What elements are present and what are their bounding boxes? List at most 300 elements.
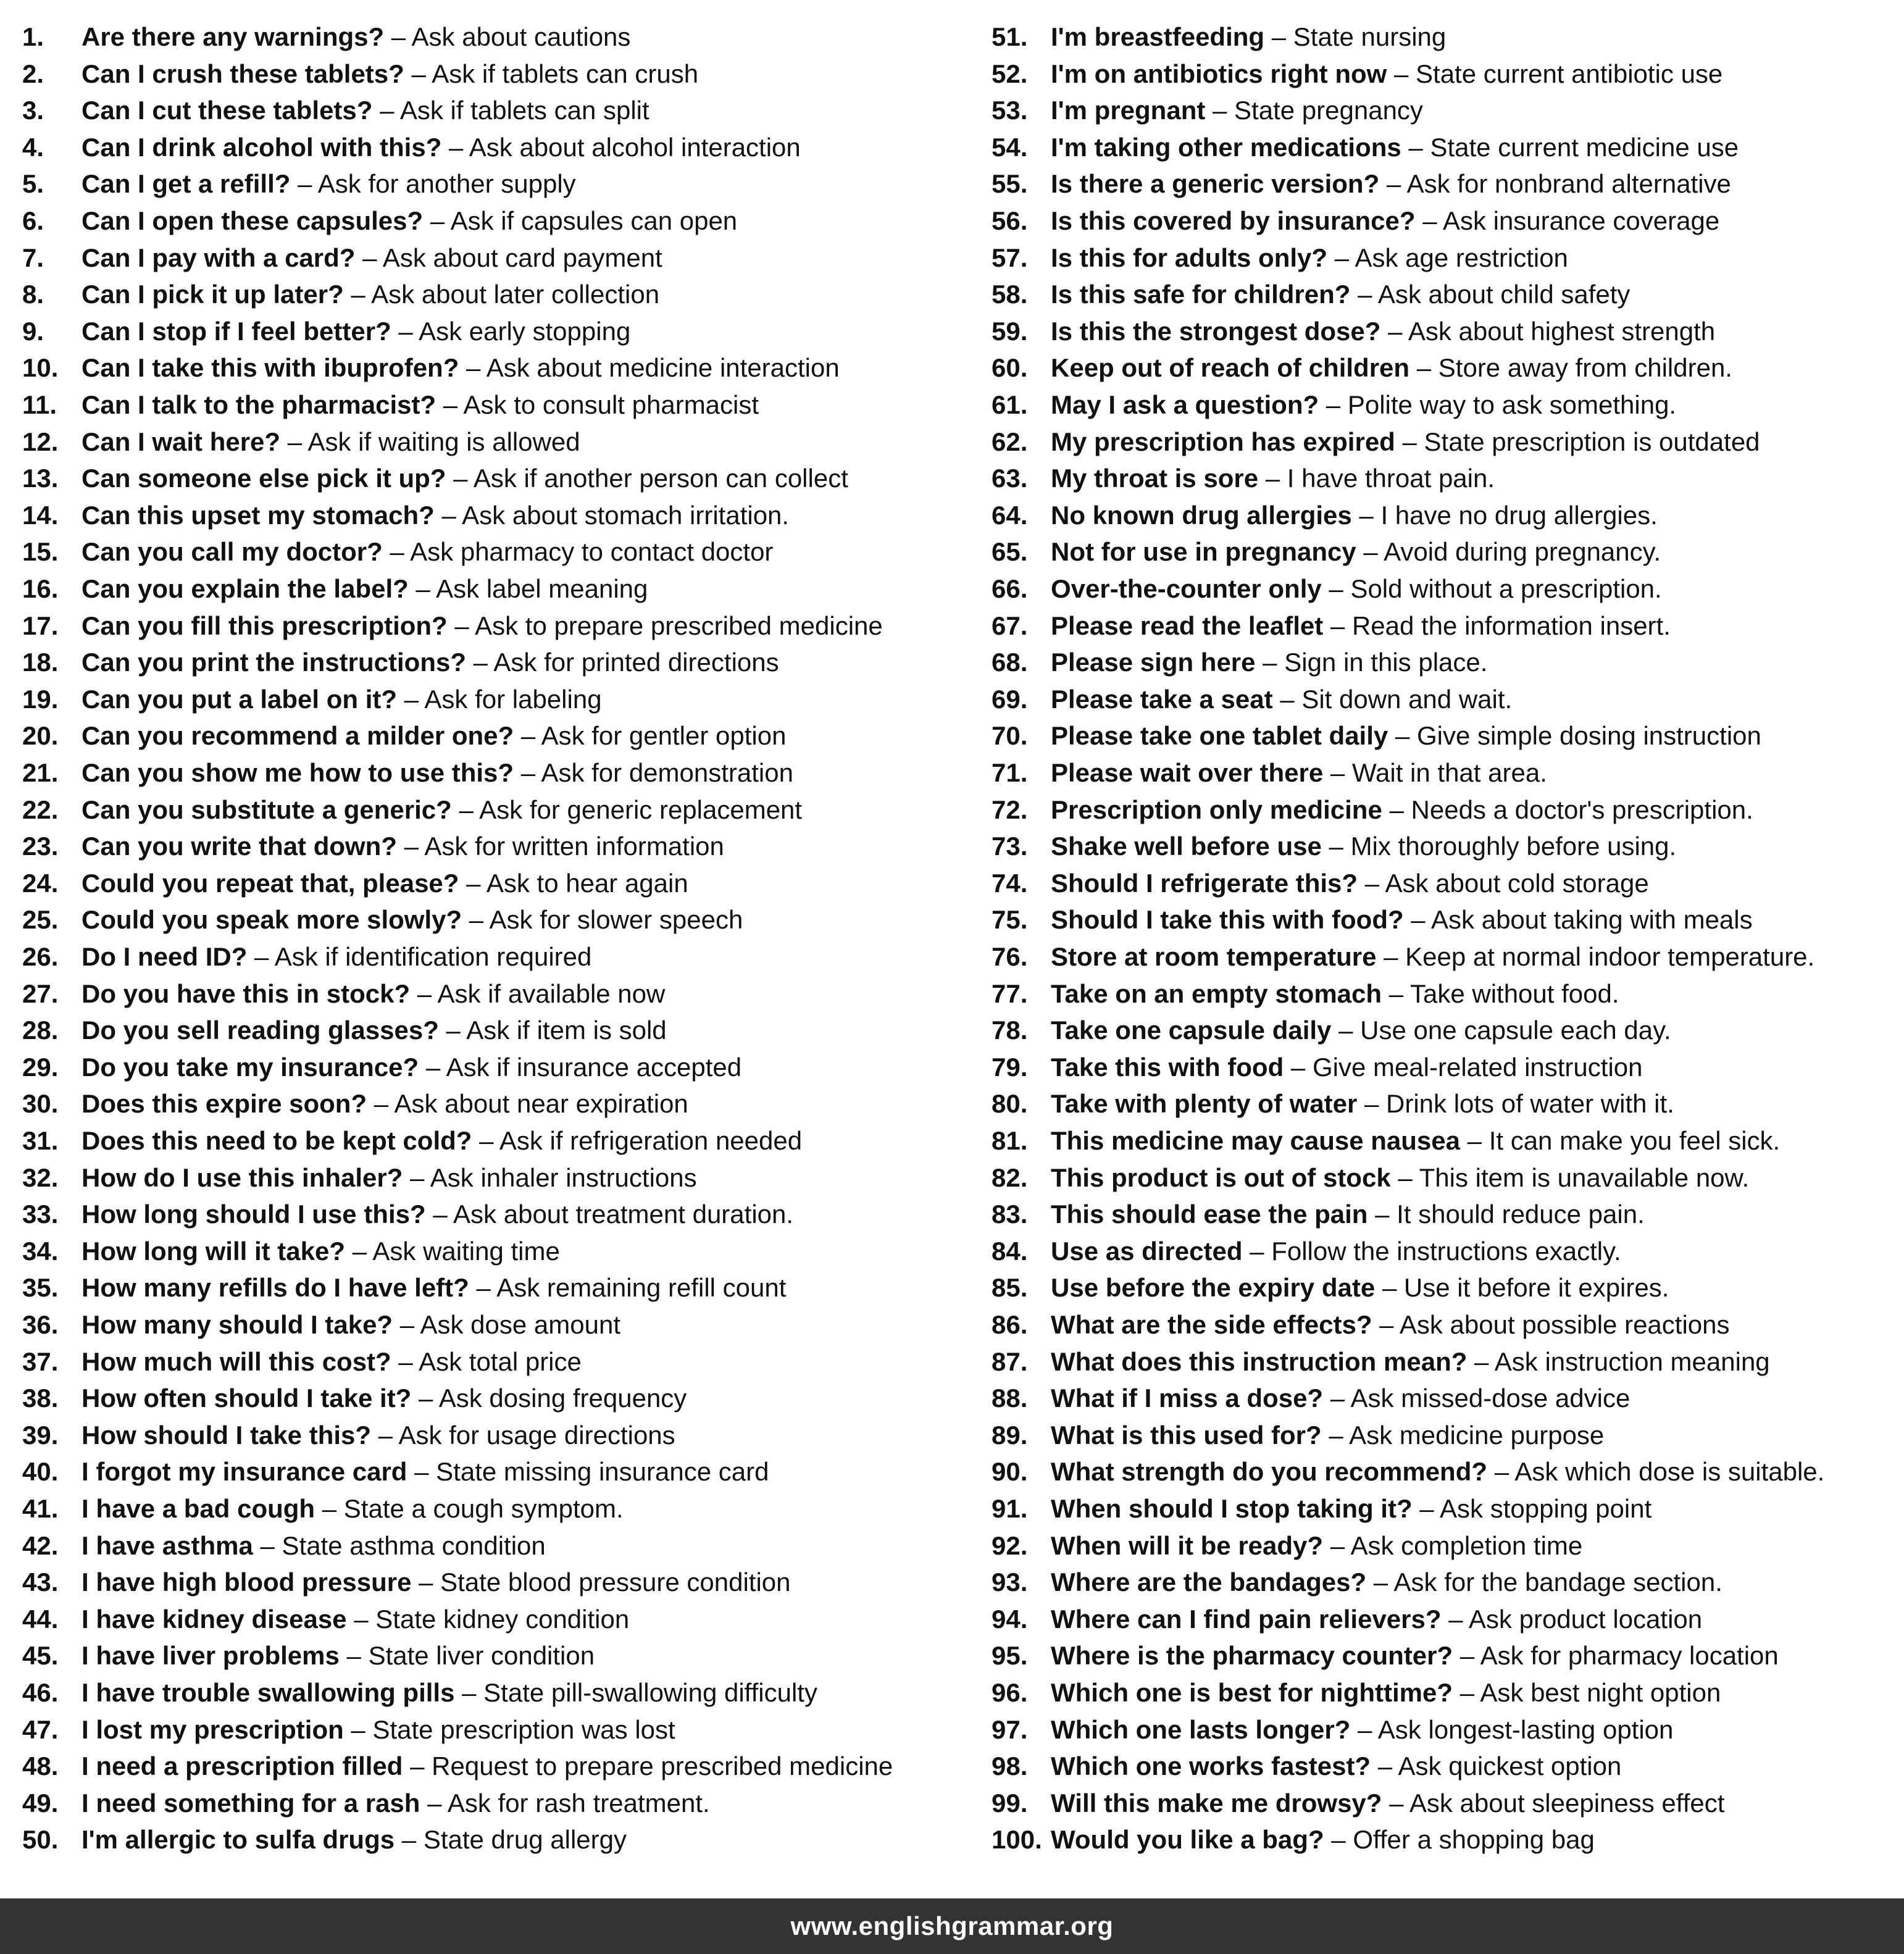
list-item (992, 276, 1630, 313)
item-phrase: Is this safe for children? (1051, 280, 1351, 309)
item-phrase: Can I pay with a card? (81, 243, 356, 272)
list-item (992, 607, 1671, 645)
item-phrase: I'm breastfeeding (1051, 22, 1265, 51)
item-separator: – (1323, 758, 1352, 787)
item-phrase: Please wait over there (1051, 758, 1324, 787)
item-number: 91. (992, 1494, 1028, 1523)
item-separator: – (1409, 353, 1438, 383)
item-phrase: Can I get a refill? (81, 169, 291, 199)
list-item (22, 92, 649, 129)
item-number: 3. (22, 96, 44, 125)
item-number: 71. (992, 758, 1028, 787)
list-item (22, 497, 789, 534)
list-item (22, 1122, 802, 1159)
item-phrase: I'm pregnant (1051, 96, 1206, 125)
item-description: Ask stopping point (1440, 1494, 1652, 1523)
item-separator: – (1350, 1714, 1378, 1744)
item-phrase: I need a prescription filled (81, 1752, 403, 1781)
item-number: 89. (992, 1420, 1028, 1450)
item-separator: – (1395, 427, 1424, 456)
item-number: 98. (992, 1752, 1028, 1781)
phrase-list (22, 19, 1887, 1864)
item-phrase: I'm allergic to sulfa drugs (81, 1825, 395, 1855)
item-separator: – (253, 1530, 282, 1560)
item-phrase: Can I talk to the pharmacist? (81, 390, 436, 419)
item-phrase: Can I take this with ibuprofen? (81, 353, 459, 383)
item-description: Ask about child safety (1377, 280, 1631, 309)
item-description: Ask about cautions (411, 22, 631, 51)
item-separator: – (1372, 1310, 1400, 1339)
item-phrase: Could you speak more slowly? (81, 905, 462, 935)
list-item (992, 975, 1619, 1012)
item-phrase: Take on an empty stomach (1051, 979, 1382, 1008)
list-item (992, 681, 1512, 718)
item-number: 86. (992, 1310, 1028, 1339)
item-number: 81. (992, 1126, 1028, 1155)
item-number: 54. (992, 132, 1028, 162)
item-phrase: Are there any warnings? (81, 22, 385, 51)
list-item (22, 1269, 786, 1306)
list-item (992, 1343, 1770, 1380)
item-separator: – (367, 1089, 395, 1119)
item-phrase: Can someone else pick it up? (81, 464, 446, 493)
item-description: Ask to consult pharmacist (463, 390, 759, 419)
item-separator: – (1323, 1384, 1351, 1413)
list-item (22, 901, 743, 938)
list-item (992, 240, 1568, 277)
item-separator: – (1272, 684, 1302, 714)
item-separator: – (247, 942, 275, 971)
item-phrase: Which one lasts longer? (1051, 1714, 1351, 1744)
item-number: 5. (22, 169, 44, 199)
item-description: Ask label meaning (436, 574, 648, 603)
item-description: Ask inhaler instructions (430, 1163, 697, 1192)
item-separator: – (1331, 1016, 1361, 1045)
item-separator: – (1323, 611, 1352, 640)
item-number: 52. (992, 59, 1028, 88)
left-column (22, 19, 992, 1864)
item-description: Ask pharmacy to contact doctor (410, 537, 774, 567)
item-separator: – (411, 1568, 441, 1597)
item-separator: – (345, 1236, 373, 1266)
list-item (992, 349, 1732, 386)
item-number: 73. (992, 832, 1028, 861)
list-item (22, 1233, 560, 1270)
list-item (22, 1196, 793, 1233)
item-separator: – (454, 1678, 484, 1707)
item-phrase: Can I drink alcohol with this? (81, 132, 442, 162)
list-item (22, 349, 840, 386)
list-item (22, 276, 659, 313)
item-description: Ask which dose is suitable. (1514, 1457, 1825, 1487)
item-separator: – (1441, 1604, 1469, 1634)
item-description: Ask for nonbrand alternative (1406, 169, 1731, 199)
item-description: Ask product location (1468, 1604, 1703, 1634)
item-phrase: Prescription only medicine (1051, 795, 1382, 824)
item-separator: – (403, 1752, 432, 1781)
item-phrase: I have a bad cough (81, 1494, 315, 1523)
list-item (22, 533, 773, 570)
list-item (992, 1380, 1630, 1417)
item-description: State liver condition (368, 1641, 595, 1671)
item-description: It can make you feel sick. (1489, 1126, 1781, 1155)
item-phrase: Which one is best for nighttime? (1051, 1678, 1453, 1707)
item-description: State pill-swallowing difficulty (483, 1678, 817, 1707)
item-separator: – (384, 22, 412, 51)
item-separator: – (1358, 868, 1385, 898)
item-separator: – (438, 1016, 467, 1045)
item-separator: – (280, 427, 308, 456)
item-description: State drug allergy (423, 1825, 627, 1855)
item-separator: – (436, 390, 464, 419)
item-phrase: Can you substitute a generic? (81, 795, 452, 824)
item-description: Offer a shopping bag (1353, 1825, 1595, 1855)
item-description: Ask if another person can collect (473, 464, 848, 493)
item-description: Ask dose amount (420, 1310, 620, 1339)
item-description: Mix thoroughly before using. (1350, 832, 1677, 861)
item-separator: – (1401, 132, 1430, 162)
item-separator: – (1242, 1236, 1272, 1266)
item-number: 74. (992, 868, 1028, 898)
item-separator: – (372, 96, 400, 125)
item-phrase: Use before the expiry date (1051, 1273, 1376, 1303)
item-phrase: Can you recommend a milder one? (81, 721, 514, 751)
list-item (22, 240, 662, 277)
item-phrase: What are the side effects? (1051, 1310, 1372, 1339)
item-description: Ask for pharmacy location (1480, 1641, 1779, 1671)
item-number: 1. (22, 22, 44, 51)
item-separator: – (1366, 1568, 1394, 1597)
item-separator: – (290, 169, 318, 199)
item-number: 40. (22, 1457, 59, 1487)
item-separator: – (1376, 942, 1406, 971)
item-number: 26. (22, 942, 59, 971)
item-phrase: What strength do you recommend? (1051, 1457, 1488, 1487)
list-item (992, 865, 1649, 902)
item-number: 95. (992, 1641, 1028, 1671)
item-number: 60. (992, 353, 1028, 383)
item-separator: – (1415, 206, 1443, 235)
item-number: 87. (992, 1347, 1028, 1376)
item-phrase: Should I take this with food? (1051, 905, 1404, 935)
list-item (22, 424, 580, 461)
item-number: 38. (22, 1384, 59, 1413)
item-number: 61. (992, 390, 1028, 419)
item-number: 8. (22, 280, 44, 309)
list-item (22, 570, 648, 607)
item-separator: – (420, 1788, 448, 1818)
item-phrase: I have kidney disease (81, 1604, 347, 1634)
list-item (22, 644, 779, 681)
item-separator: – (447, 611, 475, 640)
item-separator: – (410, 979, 438, 1008)
item-number: 94. (992, 1604, 1028, 1634)
item-description: Ask about treatment duration. (453, 1200, 794, 1229)
item-description: Ask for rash treatment. (447, 1788, 710, 1818)
item-description: Ask about stomach irritation. (462, 500, 790, 530)
item-number: 92. (992, 1530, 1028, 1560)
item-phrase: Please take a seat (1051, 684, 1273, 714)
item-description: Ask dosing frequency (438, 1384, 687, 1413)
list-item (992, 1085, 1674, 1122)
list-item (992, 1012, 1671, 1049)
item-number: 100. (992, 1825, 1042, 1855)
item-number: 69. (992, 684, 1028, 714)
item-number: 21. (22, 758, 59, 787)
item-separator: – (1264, 22, 1293, 51)
item-phrase: Over-the-counter only (1051, 574, 1322, 603)
item-description: Ask if insurance accepted (446, 1052, 742, 1082)
item-separator: – (393, 1310, 420, 1339)
item-separator: – (1487, 1457, 1515, 1487)
item-separator: – (469, 1273, 497, 1303)
item-separator: – (459, 868, 486, 898)
item-description: Ask about medicine interaction (486, 353, 840, 383)
list-item (992, 460, 1495, 497)
item-number: 27. (22, 979, 59, 1008)
item-description: Sold without a prescription. (1350, 574, 1662, 603)
item-phrase: Can you write that down? (81, 832, 397, 861)
item-description: Take without food. (1409, 979, 1619, 1008)
item-description: Ask if capsules can open (450, 206, 738, 235)
item-number: 68. (992, 648, 1028, 677)
item-separator: – (1350, 280, 1378, 309)
list-item (992, 717, 1761, 754)
item-separator: – (1390, 1163, 1419, 1192)
item-phrase: Do you sell reading glasses? (81, 1016, 439, 1045)
item-number: 44. (22, 1604, 59, 1634)
item-number: 37. (22, 1347, 59, 1376)
item-phrase: Where can I find pain relievers? (1051, 1604, 1442, 1634)
item-phrase: This medicine may cause nausea (1051, 1126, 1460, 1155)
item-separator: – (1453, 1678, 1480, 1707)
item-number: 50. (22, 1825, 59, 1855)
item-phrase: How many should I take? (81, 1310, 393, 1339)
item-description: I have throat pain. (1287, 464, 1495, 493)
item-number: 25. (22, 905, 59, 935)
item-separator: – (1258, 464, 1287, 493)
item-description: Ask for demonstration (541, 758, 793, 787)
list-item (992, 386, 1676, 424)
item-description: Ask if identification required (274, 942, 592, 971)
item-description: Needs a doctor's prescription. (1411, 795, 1753, 824)
list-item (992, 644, 1487, 681)
list-item (22, 460, 848, 497)
item-number: 34. (22, 1236, 59, 1266)
item-number: 72. (992, 795, 1028, 824)
item-number: 70. (992, 721, 1028, 751)
footer-bar (0, 1898, 1904, 1954)
item-number: 6. (22, 206, 44, 235)
item-description: Ask longest-lasting option (1377, 1714, 1674, 1744)
item-number: 36. (22, 1310, 59, 1339)
list-item (992, 1821, 1595, 1858)
item-number: 56. (992, 206, 1028, 235)
list-item (992, 1417, 1604, 1454)
item-description: Ask about near expiration (394, 1089, 688, 1119)
item-phrase: Where are the bandages? (1051, 1568, 1367, 1597)
item-separator: – (397, 832, 425, 861)
item-phrase: May I ask a question? (1051, 390, 1319, 419)
item-separator: – (395, 1825, 424, 1855)
list-item (22, 1821, 627, 1858)
item-description: Drink lots of water with it. (1386, 1089, 1674, 1119)
item-description: Sign in this place. (1284, 648, 1488, 677)
item-separator: – (1382, 795, 1411, 824)
item-separator: – (1459, 1126, 1489, 1155)
item-description: Ask if waiting is allowed (307, 427, 580, 456)
item-phrase: Can you print the instructions? (81, 648, 467, 677)
item-separator: – (1321, 574, 1351, 603)
item-separator: – (1387, 59, 1416, 88)
list-item (22, 1306, 620, 1343)
item-description: It should reduce pain. (1397, 1200, 1645, 1229)
item-separator: – (1379, 169, 1407, 199)
item-number: 57. (992, 243, 1028, 272)
item-number: 15. (22, 537, 59, 567)
list-item (992, 165, 1731, 202)
item-description: Read the information insert. (1351, 611, 1671, 640)
item-separator: – (1321, 832, 1351, 861)
item-number: 79. (992, 1052, 1028, 1082)
item-number: 45. (22, 1641, 59, 1671)
item-number: 64. (992, 500, 1028, 530)
item-number: 10. (22, 353, 59, 383)
item-number: 58. (992, 280, 1028, 309)
item-description: Ask missed-dose advice (1350, 1384, 1631, 1413)
item-separator: – (1388, 721, 1417, 751)
item-number: 12. (22, 427, 59, 456)
item-phrase: I forgot my insurance card (81, 1457, 407, 1487)
item-number: 66. (992, 574, 1028, 603)
item-phrase: How often should I take it? (81, 1384, 412, 1413)
list-item (992, 1711, 1673, 1748)
item-number: 47. (22, 1714, 59, 1744)
footer-website-link[interactable]: www.englishgrammar.org (790, 1911, 1114, 1940)
item-separator: – (419, 1052, 446, 1082)
item-description: State nursing (1293, 22, 1447, 51)
list-item (22, 975, 665, 1012)
list-item (992, 1453, 1824, 1490)
list-item (22, 1527, 546, 1564)
list-item (992, 1159, 1749, 1196)
item-separator: – (1367, 1200, 1397, 1229)
item-separator: – (514, 721, 541, 751)
list-item (992, 1785, 1724, 1822)
item-phrase: I'm on antibiotics right now (1051, 59, 1387, 88)
right-column (992, 19, 1887, 1864)
item-phrase: What if I miss a dose? (1051, 1384, 1324, 1413)
item-description: Ask to hear again (486, 868, 688, 898)
item-separator: – (423, 206, 451, 235)
item-separator: – (382, 537, 411, 567)
item-description: State kidney condition (375, 1604, 630, 1634)
item-number: 4. (22, 132, 44, 162)
item-number: 59. (992, 316, 1028, 346)
item-number: 43. (22, 1568, 59, 1597)
item-phrase: Can I stop if I feel better? (81, 316, 391, 346)
item-description: This item is unavailable now. (1419, 1163, 1750, 1192)
item-description: Ask for generic replacement (479, 795, 803, 824)
list-item (22, 1453, 769, 1490)
item-number: 41. (22, 1494, 59, 1523)
item-description: Ask if refrigeration needed (499, 1126, 803, 1155)
item-phrase: Which one works fastest? (1051, 1752, 1371, 1781)
item-phrase: No known drug allergies (1051, 500, 1352, 530)
item-separator: – (371, 1420, 399, 1450)
item-description: Ask about cold storage (1385, 868, 1649, 898)
item-separator: – (391, 1347, 419, 1376)
list-item (22, 1711, 675, 1748)
list-item (22, 828, 724, 865)
item-number: 18. (22, 648, 59, 677)
item-description: Ask early stopping (419, 316, 631, 346)
item-phrase: Is this for adults only? (1051, 243, 1328, 272)
item-separator: – (1380, 316, 1408, 346)
item-description: State asthma condition (282, 1530, 546, 1560)
item-separator: – (1403, 905, 1432, 935)
item-separator: – (1371, 1752, 1398, 1781)
list-item (992, 129, 1739, 166)
item-phrase: Is this the strongest dose? (1051, 316, 1381, 346)
item-separator: – (1321, 1420, 1350, 1450)
item-phrase: What does this instruction mean? (1051, 1347, 1468, 1376)
item-number: 96. (992, 1678, 1028, 1707)
item-phrase: Can you call my doctor? (81, 537, 383, 567)
list-item (22, 56, 698, 93)
item-number: 51. (992, 22, 1028, 51)
list-item (992, 1196, 1645, 1233)
list-item (22, 129, 801, 166)
item-description: Ask medicine purpose (1349, 1420, 1605, 1450)
item-separator: – (1467, 1347, 1495, 1376)
item-phrase: My throat is sore (1051, 464, 1259, 493)
list-item (992, 1490, 1651, 1527)
item-number: 63. (992, 464, 1028, 493)
item-phrase: Can I cut these tablets? (81, 96, 373, 125)
item-separator: – (397, 684, 425, 714)
list-item (22, 19, 630, 56)
item-phrase: When will it be ready? (1051, 1530, 1324, 1560)
item-number: 78. (992, 1016, 1028, 1045)
item-number: 31. (22, 1126, 59, 1155)
item-phrase: Please read the leaflet (1051, 611, 1324, 640)
item-description: State a cough symptom. (343, 1494, 624, 1523)
item-separator: – (446, 464, 474, 493)
list-item (992, 901, 1753, 938)
item-number: 65. (992, 537, 1028, 567)
item-phrase: Does this expire soon? (81, 1089, 367, 1119)
list-item (22, 1049, 741, 1086)
item-separator: – (466, 648, 494, 677)
list-item (992, 92, 1423, 129)
item-description: Ask about alcohol interaction (469, 132, 801, 162)
item-phrase: Use as directed (1051, 1236, 1243, 1266)
item-description: Avoid during pregnancy. (1384, 537, 1661, 567)
item-number: 77. (992, 979, 1028, 1008)
item-separator: – (459, 353, 486, 383)
list-item (992, 1601, 1702, 1638)
list-item (992, 1674, 1721, 1711)
list-item (22, 1785, 710, 1822)
item-separator: – (1255, 648, 1285, 677)
item-description: Ask for printed directions (493, 648, 779, 677)
item-description: I have no drug allergies. (1380, 500, 1658, 530)
item-phrase: My prescription has expired (1051, 427, 1395, 456)
item-phrase: Take this with food (1051, 1052, 1284, 1082)
item-number: 13. (22, 464, 59, 493)
item-description: Ask if item is sold (466, 1016, 667, 1045)
